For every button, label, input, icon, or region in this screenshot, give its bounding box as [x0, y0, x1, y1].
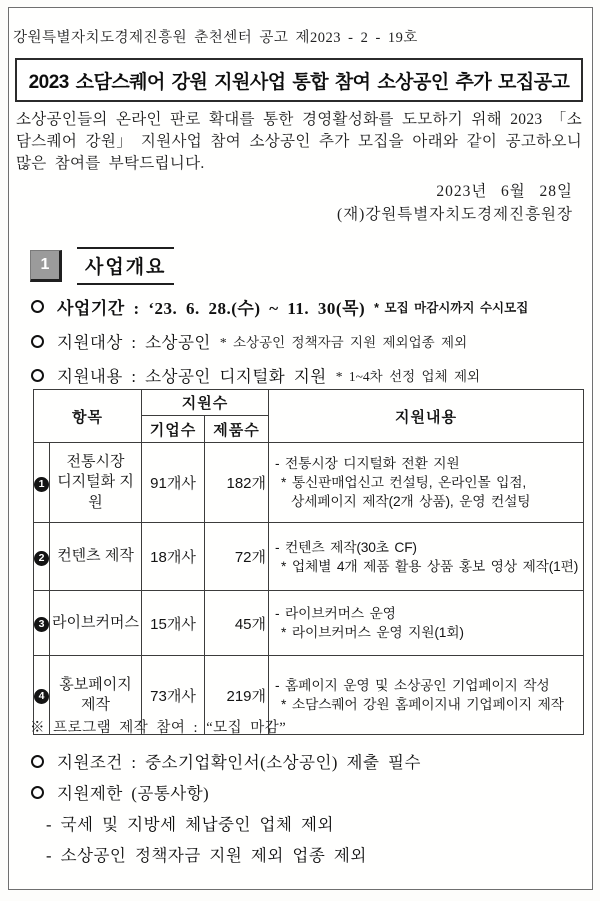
- bullet-text: 사업기간 : ‘23. 6. 28.(수) ~ 11. 30(목): [57, 299, 366, 318]
- company-count-cell: 73개사: [142, 656, 205, 735]
- detail-line: - 컨텐츠 제작(30초 CF): [275, 539, 417, 555]
- detail-line: - 전통시장 디지털화 전환 지원: [275, 456, 460, 471]
- support-condition-row: [31, 749, 421, 773]
- item-line: 디지털화 지원: [57, 473, 134, 511]
- bullet-support-target: [31, 329, 528, 353]
- product-count-cell: 72개: [205, 523, 269, 591]
- item-line: 전통시장: [66, 452, 125, 470]
- document-number: 강원특별자치도경제진흥원 춘천센터 공고 제2023 - 2 - 19호: [13, 30, 418, 46]
- header-company-count: 기업수: [142, 416, 205, 443]
- header-support-detail: 지원내용: [269, 390, 584, 443]
- circle-bullet-icon: [31, 755, 44, 768]
- circled-number-icon: 1: [34, 477, 49, 492]
- item-line: 컨텐츠 제작: [57, 547, 134, 565]
- page-title: 2023 소담스퀘어 강원 지원사업 통합 참여 소상공인 추가 모집공고: [28, 71, 570, 93]
- row-number-cell: [34, 523, 50, 591]
- table-row: [34, 523, 584, 591]
- bullet-note: * 모집 마감시까지 수시모집: [374, 300, 529, 315]
- program-closed-note: ※ 프로그램 제작 참여 : “모집 마감”: [30, 720, 287, 736]
- overview-bullet-list: [31, 294, 528, 397]
- detail-line: * 업체별 4개 제품 활용 상품 홍보 영상 제작(1편): [281, 558, 579, 574]
- header-item: 항목: [34, 390, 142, 443]
- support-restriction-row: [31, 780, 209, 804]
- announcement-date: 2023년 6월 28일: [436, 183, 573, 200]
- item-line: 홍보페이지: [59, 675, 132, 693]
- support-restriction-text: 지원제한 (공통사항): [57, 784, 210, 803]
- detail-cell: [269, 656, 584, 735]
- bullet-support-content: [31, 363, 528, 387]
- bullet-project-period: [31, 294, 528, 319]
- detail-cell: [269, 523, 584, 591]
- detail-line: * 라이브커머스 운영 지원(1회): [281, 625, 464, 640]
- restriction-item: - 국세 및 지방세 체납중인 업체 제외: [46, 815, 334, 834]
- section-title: 사업개요: [77, 247, 174, 285]
- circle-bullet-icon: [31, 369, 44, 382]
- restriction-item: - 소상공인 정책자금 지원 제외 업종 제외: [46, 846, 367, 865]
- bullet-text: 지원대상 : 소상공인: [57, 333, 211, 352]
- row-number-cell: [34, 443, 50, 523]
- circle-bullet-icon: [31, 335, 44, 348]
- detail-line: 상세페이지 제작(2개 상품), 운영 컨설팅: [291, 494, 531, 509]
- detail-cell: [269, 443, 584, 523]
- table: [33, 389, 584, 735]
- item-cell: [50, 443, 142, 523]
- product-count-cell: 182개: [205, 443, 269, 523]
- table-row: [34, 591, 584, 656]
- date-issuer-block: [337, 181, 573, 226]
- item-line: 라이브커머스: [52, 613, 139, 631]
- detail-line: * 통신판매업신고 컨설팅, 온라인몰 입점,: [281, 475, 527, 490]
- title-box: [15, 58, 583, 102]
- intro-paragraph: 소상공인들의 온라인 판로 확대를 통한 경영활성화를 도모하기 위해 2023 「소담스퀘어 강원」 지원사업 참여 소상공인 추가 모집을 아래와 같이 공고하오니 많은 참여를 부탁드립니다.: [16, 111, 582, 172]
- circled-number-icon: 3: [34, 617, 49, 632]
- section-1-header: [30, 247, 174, 285]
- header-support-count: 지원수: [142, 390, 269, 416]
- bullet-note: * 소상공인 정책자금 지원 제외업종 제외: [219, 335, 468, 350]
- row-number-cell: [34, 591, 50, 656]
- product-count-cell: 219개: [205, 656, 269, 735]
- bullet-note: * 1~4차 선정 업체 제외: [335, 369, 481, 384]
- header-product-count: 제품수: [205, 416, 269, 443]
- table-row: [34, 443, 584, 523]
- detail-line: - 홈페이지 운영 및 소상공인 기업페이지 작성: [275, 678, 550, 693]
- circled-number-icon: 4: [34, 689, 49, 704]
- detail-line: - 라이브커머스 운영: [275, 606, 396, 621]
- support-programs-table: [33, 389, 584, 735]
- table-header-row-1: [34, 390, 584, 416]
- circled-number-icon: 2: [34, 551, 49, 566]
- company-count-cell: 18개사: [142, 523, 205, 591]
- support-condition-text: 지원조건 : 중소기업확인서(소상공인) 제출 필수: [57, 753, 421, 772]
- bullet-text: 지원내용 : 소상공인 디지털화 지원: [57, 367, 327, 386]
- issuer-name: (재)강원특별자치도경제진흥원장: [337, 205, 573, 223]
- company-count-cell: 91개사: [142, 443, 205, 523]
- circle-bullet-icon: [31, 786, 44, 799]
- item-line: 제작: [81, 696, 110, 713]
- detail-cell: [269, 591, 584, 656]
- detail-line: * 소담스퀘어 강원 홈페이지내 기업페이지 제작: [281, 697, 564, 712]
- company-count-cell: 15개사: [142, 591, 205, 656]
- product-count-cell: 45개: [205, 591, 269, 656]
- item-cell: [50, 523, 142, 591]
- item-cell: [50, 591, 142, 656]
- section-number-badge: 1: [30, 250, 62, 282]
- circle-bullet-icon: [31, 300, 44, 313]
